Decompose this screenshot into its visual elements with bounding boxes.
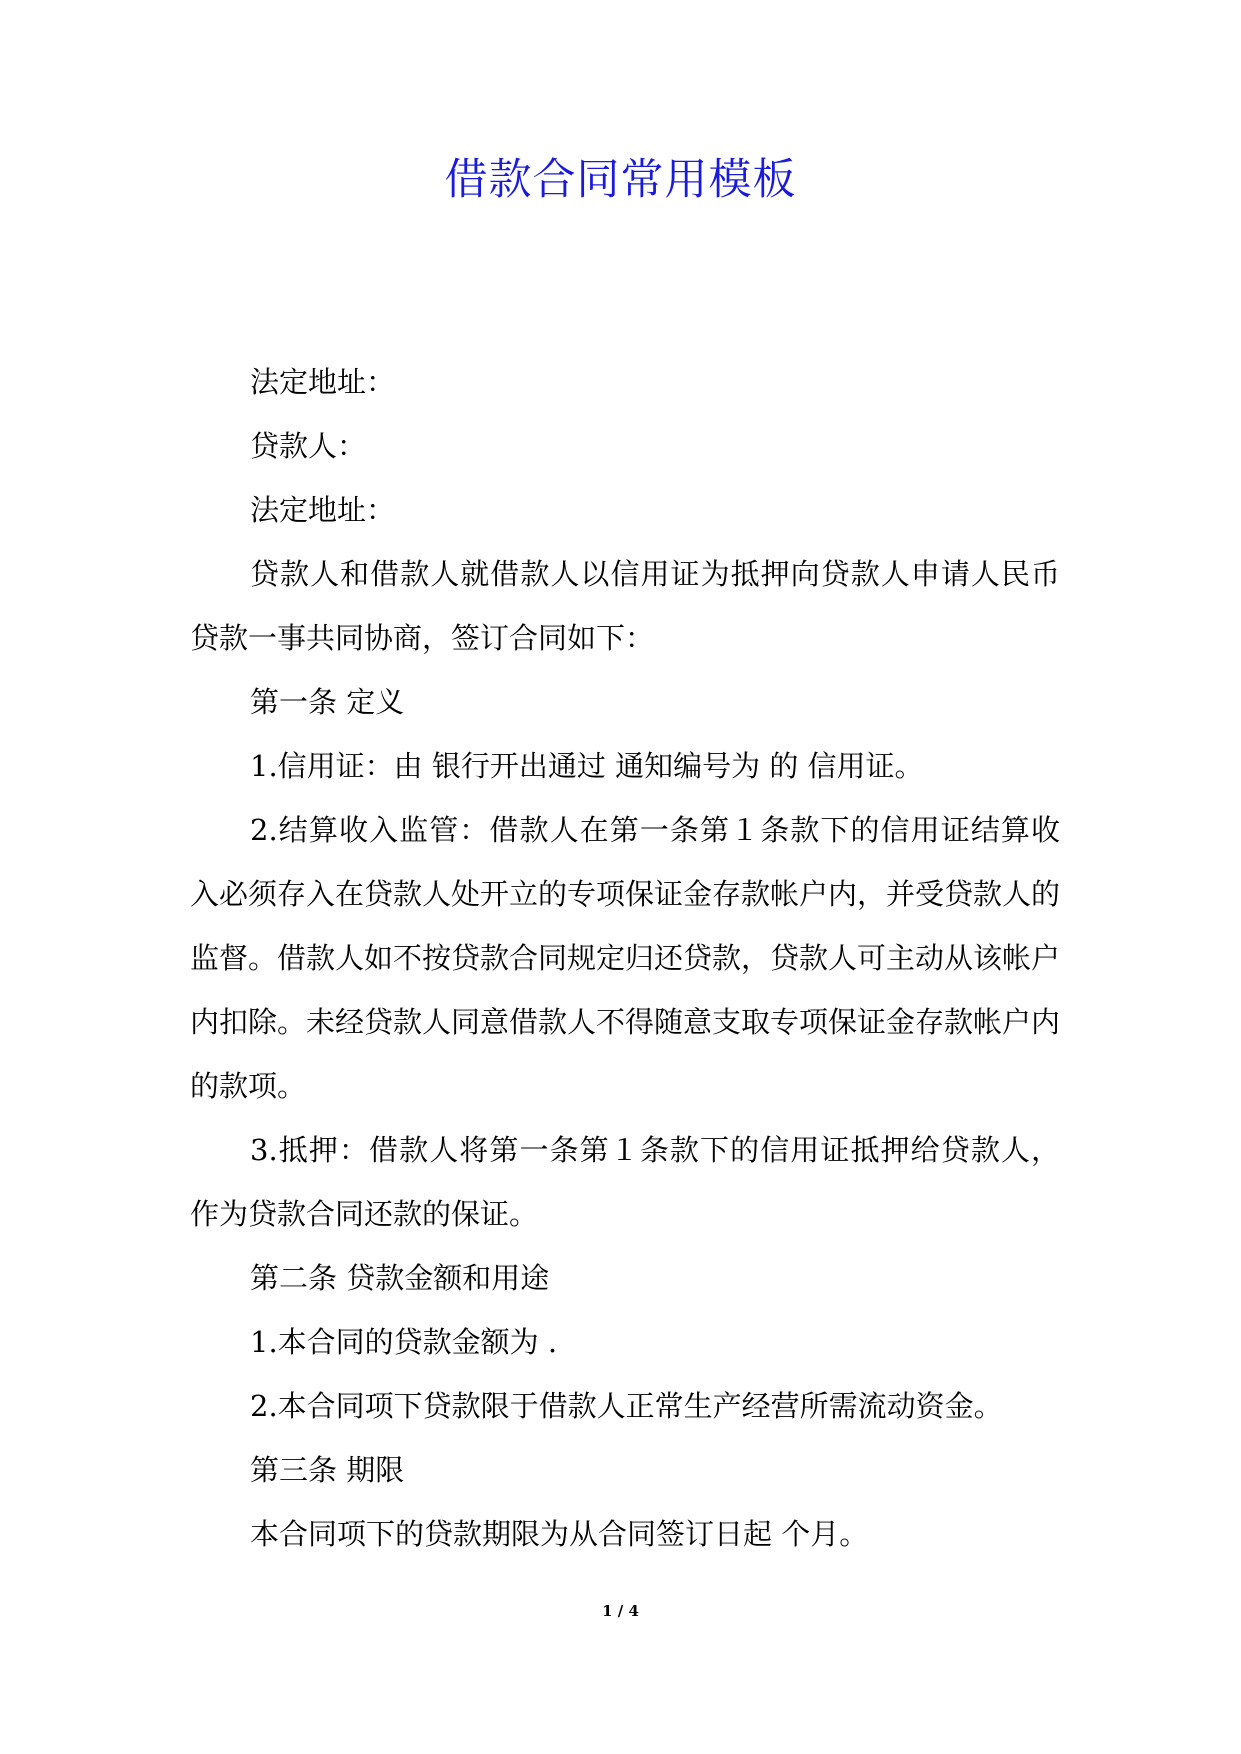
- article-1-heading: 第一条 定义: [250, 685, 405, 719]
- article-3-heading: 第三条 期限: [250, 1453, 405, 1487]
- article-3-clause: 本合同项下的贷款期限为从合同签订日起 个月。: [250, 1517, 869, 1551]
- article-1-clause-3: 3.抵押：借款人将第一条第１条款下的信用证抵押给贷款人，作为贷款合同还款的保证。: [190, 1133, 1060, 1231]
- article-1-clause-1: 1.信用证：由 银行开出通过 通知编号为 的 信用证。: [250, 749, 924, 783]
- paragraph-preamble: 贷款人和借款人就借款人以信用证为抵押向贷款人申请人民币贷款一事共同协商，签订合同如下：: [190, 557, 1060, 655]
- document-body: [190, 350, 1060, 1566]
- paragraph-legal-address: 法定地址：: [250, 365, 396, 399]
- page-number: 1 / 4: [602, 1602, 639, 1620]
- article-2-heading: 第二条 贷款金额和用途: [250, 1261, 550, 1295]
- article-1-clause-2: 2.结算收入监管：借款人在第一条第１条款下的信用证结算收入必须存入在贷款人处开立的专项保证金存款帐户内，并受贷款人的监督。借款人如不按贷款合同规定归还贷款，贷款人可主动从该帐户内扣除。未经贷款人同意借款人不得随意支取专项保证金存款帐户内的款项。: [190, 813, 1061, 1103]
- article-2-clause-1: 1.本合同的贷款金额为 .: [250, 1325, 558, 1359]
- document-title: 借款合同常用模板: [444, 155, 797, 205]
- article-2-clause-2: 2.本合同项下贷款限于借款人正常生产经营所需流动资金。: [250, 1389, 1003, 1423]
- paragraph-lender: 贷款人：: [250, 429, 367, 463]
- paragraph-legal-address-2: 法定地址：: [250, 493, 396, 527]
